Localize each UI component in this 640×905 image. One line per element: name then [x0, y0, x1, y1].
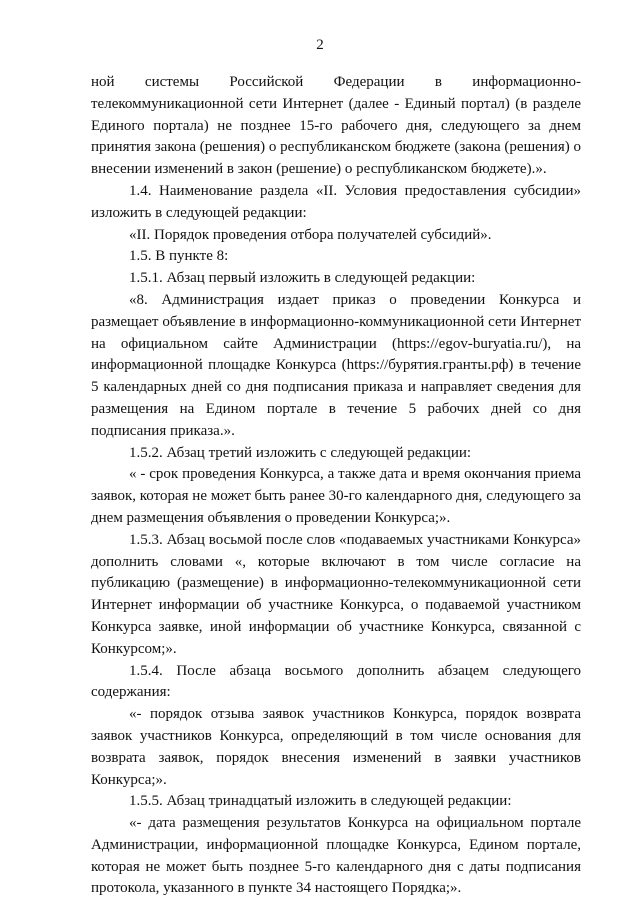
paragraph-results-clause: «- дата размещения результатов Конкурса на официальном портале Администрации, информационной площадке Конкурса, Едином портале, которая не может быть позднее 5-го календарного дня с даты подписания протокола, указанного в пункте 34 настоящего Порядка;». — [91, 815, 581, 897]
paragraph-deadline-clause: « - срок проведения Конкурса, а также дата и время окончания приема заявок, которая не может быть ранее 30-го календарного дня, следующего за днем размещения объявления о проведении Конкурса;». — [91, 466, 581, 526]
paragraph-1-5-2: 1.5.2. Абзац третий изложить с следующей редакции: — [129, 444, 472, 461]
document-body — [91, 72, 581, 900]
paragraph-clause-8: «8. Администрация издает приказ о проведении Конкурса и размещает объявление в информационно-коммуникационной сети Интернет на официальном сайте Администрации (https://egov-buryatia.ru/), на информационной площадке Конкурса (https://бурятия.гранты.рф) в течение 5 календарных дней со дня подписания приказа и направляет сведения для размещения на Едином портале в течение 5 рабочих дней со дня подписания приказа.». — [91, 291, 581, 439]
paragraph-1-4: 1.4. Наименование раздела «II. Условия предоставления субсидии» изложить в следующей редакции: — [91, 182, 581, 221]
paragraph-withdrawal-clause: «- порядок отзыва заявок участников Конкурса, порядок возврата заявок участников Конкурса, определяющий в том числе основания для возврата заявок, порядок внесения изменений в заявки участников Конкурса;». — [91, 706, 581, 788]
paragraph-continuation: ной системы Российской Федерации в информационно-телекоммуникационной сети Интернет (далее - Единый портал) (в разделе Единого портала) не позднее 15-го рабочего дня, следующего за днем принятия закона (решения) о республиканском бюджете (закона (решения) о внесении изменений в закон (решение) о республиканском бюджете).». — [91, 74, 581, 178]
paragraph-1-5-4: 1.5.4. После абзаца восьмого дополнить абзацем следующего содержания: — [91, 662, 581, 701]
paragraph-1-5-5: 1.5.5. Абзац тринадцатый изложить в следующей редакции: — [129, 793, 512, 810]
paragraph-1-5-3: 1.5.3. Абзац восьмой после слов «подаваемых участниками Конкурса» дополнить словами «, которые включают в том числе согласие на публикацию (размещение) в информационно-телекоммуникационной сети Интернет информации об участнике Конкурса, о подаваемой участником Конкурса заявке, иной информации об участнике Конкурса, связанной с Конкурсом;». — [91, 531, 581, 657]
page-number: 2 — [316, 37, 324, 53]
paragraph-section-title: «II. Порядок проведения отбора получателей субсидий». — [129, 226, 492, 243]
paragraph-1-5: 1.5. В пункте 8: — [129, 248, 229, 265]
paragraph-1-5-1: 1.5.1. Абзац первый изложить в следующей редакции: — [129, 270, 476, 287]
